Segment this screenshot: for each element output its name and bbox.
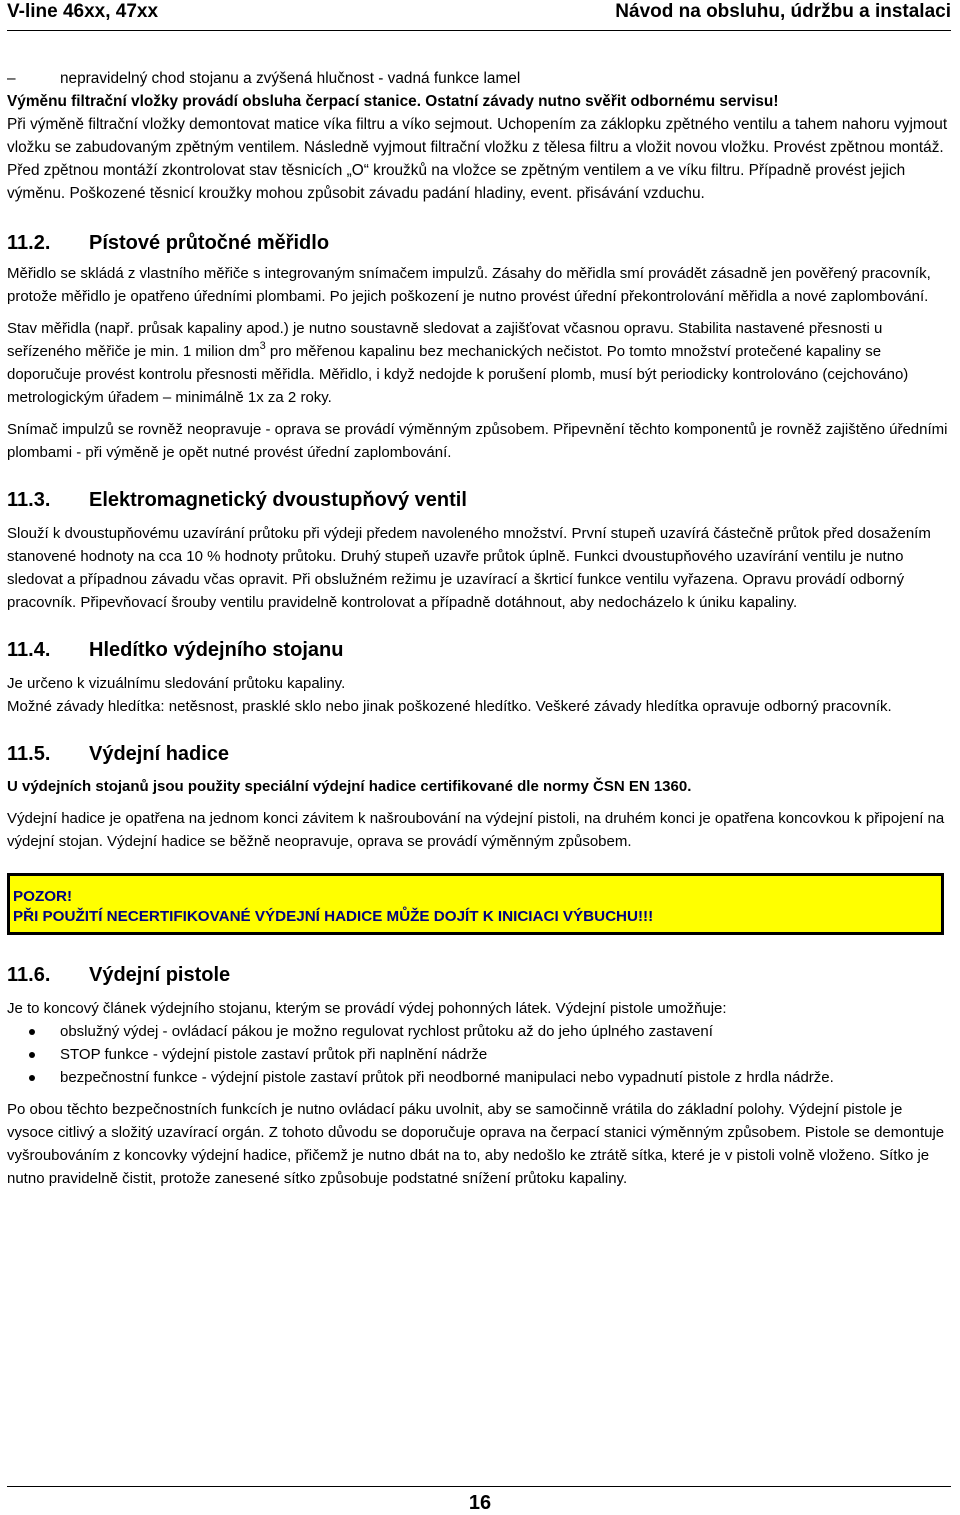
list-item (7, 1043, 953, 1066)
warning-label: POZOR! (13, 888, 73, 905)
nozzle-functions-list (7, 1020, 953, 1089)
page-content (7, 67, 953, 1190)
hose-description: Výdejní hadice je opatřena na jednom konci závitem k našroubování na výdejní pistoli, na druhém konci je opatřena koncovkou k připojení na výdejní stojan. Výdejní hadice se běžně neopravuje, oprava se provádí výměnným způsobem. (7, 810, 945, 850)
section-title: Výdejní pistole (89, 964, 231, 986)
filter-replacement-notice: Výměnu filtrační vložky provádí obsluha čerpací stanice. Ostatní závady nutno svěřit odbornému servisu! (7, 93, 779, 110)
bullet-icon (29, 1075, 35, 1081)
meter-description: Měřidlo se skládá z vlastního měřiče s integrovaným snímačem impulzů. Zásahy do měřidla smí provádět zásadně jen pověřený pracovník, protože měřidlo je opatřeno úředními plombami. Po jejich poškození je nutno provést úřední překontrolování měřidla a nové zaplombování. (7, 265, 931, 305)
section-number: 11.2. (7, 232, 51, 254)
meter-maintenance-text-b: pro měřenou kapalinu bez mechanických nečistot. Po tomto množství protečené kapaliny se doporučuje provést kontrolu přesnosti měřidla. Měřidlo, i když nedojde k porušení plomb, musí být periodicky kontrolováno (cejchováno) metrologickým úřadem – minimálně 1x za 2 roky. (7, 343, 909, 406)
section-heading-11-4 (7, 637, 953, 663)
section-number: 11.6. (7, 964, 51, 986)
warning-text: PŘI POUŽITÍ NECERTIFIKOVANÉ VÝDEJNÍ HADICE MŮŽE DOJÍT K INICIACI VÝBUCHU!!! (13, 908, 654, 925)
section-title: Elektromagnetický dvoustupňový ventil (89, 489, 467, 511)
hose-certification: U výdejních stojanů jsou použity speciální výdejní hadice certifikované dle normy ČSN EN 1360. (7, 778, 692, 795)
list-item (7, 1066, 953, 1089)
section-number: 11.4. (7, 639, 51, 661)
explosion-warning-box (7, 873, 944, 935)
section-title: Hledítko výdejního stojanu (89, 639, 344, 661)
page-footer (7, 1486, 951, 1487)
filter-replacement-procedure: Při výměně filtrační vložky demontovat matice víka filtru a víko sejmout. Uchopením za záklopku zpětného ventilu a tahem nahoru vyjmout vložku se zabudovaným zpětným ventilem. Následně vyjmout filtrační vložku z tělesa filtru a vložit novou vložku. Provést zpětnou montáž. Před zpětnou montáží zkontrolovat stav těsnicích „O“ kroužků na vložce se zpětným ventilem a ve víku filtru. Případně provést jejich výměnu. Poškozené těsnicí kroužky mohou způsobit závadu padání hladiny, event. přisávání vzduchu. (7, 116, 948, 202)
list-item-text: obslužný výdej - ovládací pákou je možno regulovat rychlost průtoku až do jeho úplného zastavení (60, 1023, 713, 1040)
dash-list-item (7, 67, 953, 90)
section-heading-11-3 (7, 487, 953, 513)
section-number: 11.5. (7, 743, 51, 765)
list-item (7, 1020, 953, 1043)
header-rule (7, 30, 951, 31)
page-number: 16 (468, 1492, 492, 1514)
pulse-sensor-note: Snímač impulzů se rovněž neopravuje - oprava se provádí výměnným způsobem. Připevnění těchto komponentů je rovněž zajištěno úředními plombami - při výměně je opět nutné provést úřední zaplombování. (7, 421, 948, 461)
section-heading-11-5 (7, 741, 953, 767)
section-heading-11-2 (7, 230, 953, 256)
section-title: Pístové průtočné měřidlo (89, 232, 330, 254)
meter-maintenance-text-a: Stav měřidla (např. průsak kapaliny apod.) je nutno soustavně sledovat a zajišťovat včasnou opravu. Stabilita nastavené přesnosti u seřízeného měřiče je min. 1 milion dm (7, 320, 883, 360)
dash-marker: – (7, 70, 16, 87)
sight-glass-faults: Možné závady hledítka: netěsnost, prasklé sklo nebo jinak poškozené hledítko. Veškeré závady hledítka opravuje odborný pracovník. (7, 698, 892, 715)
section-number: 11.3. (7, 489, 51, 511)
valve-description: Slouží k dvoustupňovému uzavírání průtoku při výdeji předem navoleného množství. První stupeň uzavírá částečně průtok před dosažením stanovené hodnoty na cca 10 % hodnoty průtoku. Druhý stupeň uzavře průtok úplně. Funkci dvoustupňového uzavírání ventilu je nutno sledovat a případnou závadu včas opravit. Při obslužném režimu je uzavírací a škrticí funkce ventilu vyřazena. Opravu provádí odborný pracovník. Připevňovací šrouby ventilu pravidelně kontrolovat a případně dotáhnout, aby nedocházelo k úniku kapaliny. (7, 525, 931, 611)
list-item-text: bezpečnostní funkce - výdejní pistole zastaví průtok při neodborné manipulaci nebo vypadnutí pistole z hrdla nádrže. (60, 1069, 834, 1086)
bullet-icon (29, 1029, 35, 1035)
list-item-text: STOP funkce - výdejní pistole zastaví průtok při naplnění nádrže (60, 1046, 488, 1063)
sight-glass-purpose: Je určeno k vizuálnímu sledování průtoku kapaliny. (7, 675, 346, 692)
section-heading-11-6 (7, 962, 953, 988)
bullet-icon (29, 1052, 35, 1058)
footer-rule (7, 1486, 951, 1487)
nozzle-safety-note: Po obou těchto bezpečnostních funkcích je nutno ovládací páku uvolnit, aby se samočinně vrátila do základní polohy. Výdejní pistole je vysoce citlivý a složitý uzavírací orgán. Z tohoto důvodu se doporučuje oprava na čerpací stanici výměnným způsobem. Pistole se demontuje vyšroubováním z koncovky výdejní hadice, přičemž je nutno dbát na to, aby nedošlo ke ztrátě sítka, které je v pistoli volně vloženo. Sítko je nutno pravidelně čistit, protože zanesené sítko způsobuje podstatné snížení průtoku kapaliny. (7, 1101, 945, 1187)
section-title: Výdejní hadice (89, 743, 230, 765)
unit-superscript: 3 (259, 340, 266, 352)
header-manual-title: Návod na obsluhu, údržbu a instalaci (615, 1, 951, 22)
page-header (7, 0, 951, 30)
dash-item-text: nepravidelný chod stojanu a zvýšená hlučnost - vadná funkce lamel (60, 70, 521, 87)
nozzle-description: Je to koncový článek výdejního stojanu, kterým se provádí výdej pohonných látek. Výdejní pistole umožňuje: (7, 1000, 727, 1017)
header-product-title: V-line 46xx, 47xx (7, 1, 159, 22)
meter-maintenance (7, 317, 953, 409)
